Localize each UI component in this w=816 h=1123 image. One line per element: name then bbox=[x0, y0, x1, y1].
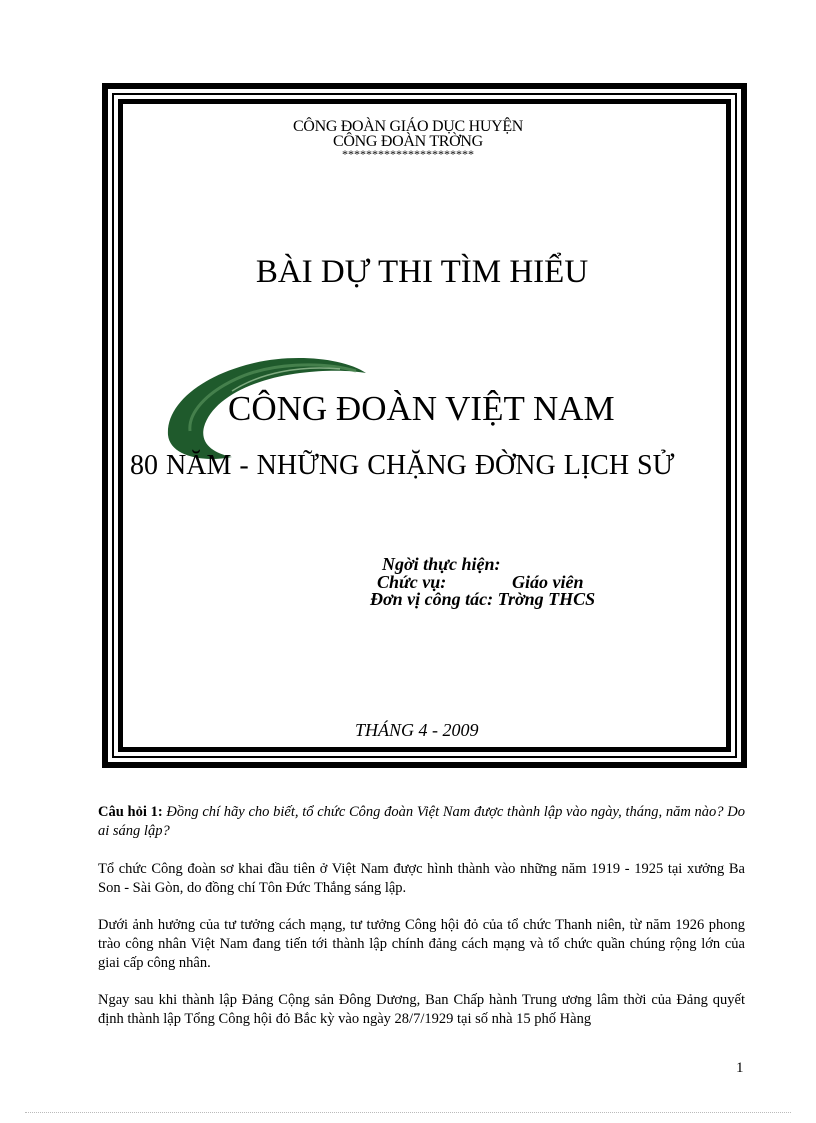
answer-paragraph-2: Dưới ảnh hưởng của tư tưởng cách mạng, tư tưởng Công hội đỏ của tổ chức Thanh niên, từ năm 1926 phong trào công nhân Việt Nam đang tiến tới thành lập chính đảng cách mạng và tổ chức quần chúng rộng lớn của giai cấp công nhân. bbox=[98, 917, 745, 971]
question-1-label: Câu hỏi 1: bbox=[98, 804, 163, 820]
main-title: BÀI DỰ THI TÌM HIỂU bbox=[255, 254, 589, 290]
cover-date: THÁNG 4 - 2009 bbox=[355, 720, 479, 740]
page-bottom-divider bbox=[25, 1112, 791, 1113]
header-stars-divider: ********************** bbox=[342, 147, 474, 161]
header-union-school: CÔNG ĐOÀN TRỜNG bbox=[333, 133, 483, 150]
unit-label: Đơn vị công tác: Trờng THCS bbox=[370, 589, 596, 609]
performer-label: Ngời thực hiện: bbox=[382, 554, 501, 574]
header-union-district: CÔNG ĐOÀN GIÁO DỤC HUYỆN bbox=[292, 118, 524, 135]
answer-paragraph-1: Tổ chức Công đoàn sơ khai đầu tiên ở Việt Nam được hình thành vào những năm 1919 - 1925 tại xưởng Ba Son - Sài Gòn, do đồng chí Tôn Đức Thắng sáng lập. bbox=[98, 861, 745, 896]
page-number: 1 bbox=[736, 1060, 744, 1076]
position-value: Giáo viên bbox=[512, 572, 584, 592]
answer-paragraph-3: Ngay sau khi thành lập Đảng Cộng sản Đông Dương, Ban Chấp hành Trung ương lâm thời của Đảng quyết định thành lập Tổng Công hội đỏ Bắc kỳ vào ngày 28/7/1929 tại số nhà 15 phố Hàng bbox=[98, 992, 745, 1027]
subtitle-80-years: 80 NĂM - NHỮNG CHẶNG ĐỜNG LỊCH SỬ bbox=[130, 450, 675, 481]
question-1-text: Đồng chí hãy cho biết, tổ chức Công đoàn Việt Nam được thành lập vào ngày, tháng, năm nào? Do ai sáng lập? bbox=[98, 804, 745, 839]
question-1 bbox=[98, 803, 745, 841]
position-label: Chức vụ: bbox=[377, 572, 447, 592]
title-cong-doan-viet-nam: CÔNG ĐOÀN VIỆT NAM bbox=[228, 389, 615, 428]
